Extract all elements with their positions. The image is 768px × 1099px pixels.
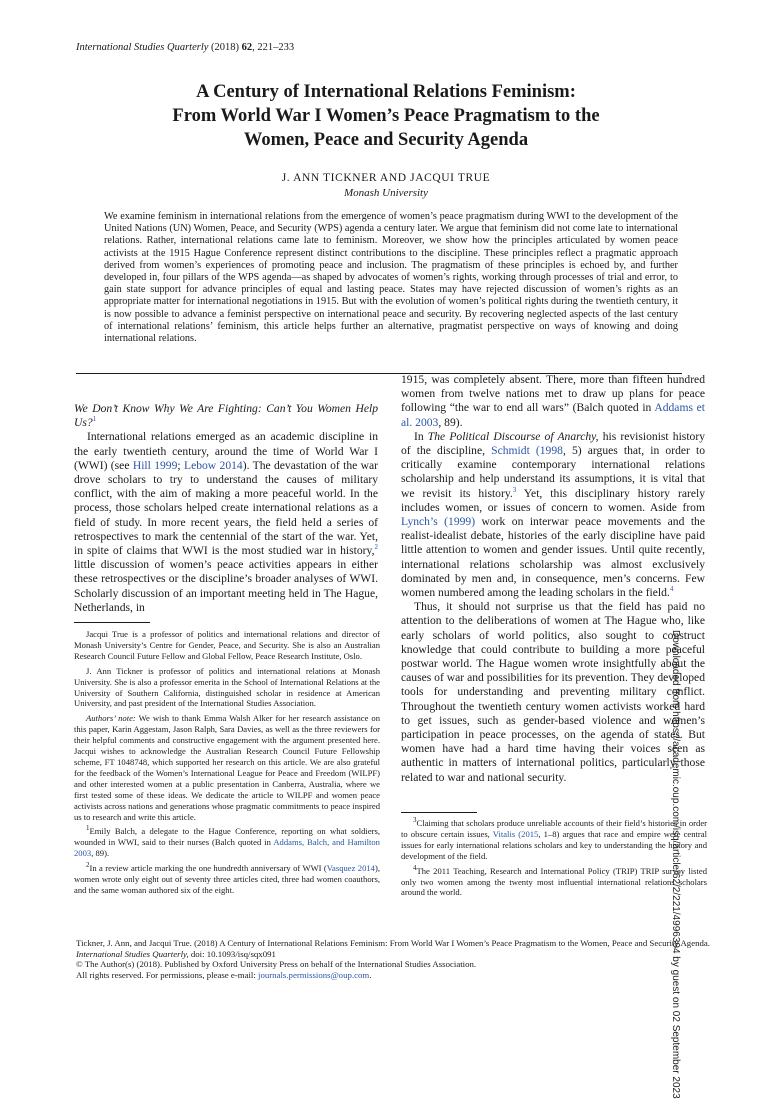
author-affiliation: Monash University	[343, 187, 428, 199]
article-title	[96, 80, 676, 152]
footnote-citation-link[interactable]: Vitalis (2015	[492, 828, 539, 839]
footnote-link-2[interactable]: 2	[374, 543, 378, 552]
paragraph: 1915, was completely absent. There, more than fifteen hundred women from twelve nations met to draw up plans for peace following “the war to end all wars” (Balch quoted in Addams et al. 2003, 89).	[401, 373, 705, 429]
title-line-2: From World War I Women’s Peace Pragmatism to the	[172, 106, 600, 126]
footnote-citation-link[interactable]: Vasquez 2014	[326, 863, 375, 874]
authors-note: Authors’ note: We wish to thank Emma Walsh Alker for her research assistance on this paper, Karin Aggestam, Jason Ralph, Sara Davies, as well as the three reviewers for their helpful comments and constructive engagement with the argument presented here. Jacqui wishes to acknowledge the Australian Research Council Future Fellowship scheme, FT 1048748, which supported her research on this article. We are also grateful for the feedback of the Women’s International League for Peace and Freedom (WILPF) and other interested women at a public presentation in Canberra, Australia, where we first tested some of these ideas. We dedicate the article to WILPF and women peace activists across nations and generations whose pragmatic commitments to peace inspired us to research and write this article.	[74, 713, 380, 822]
footnotes-left	[74, 629, 380, 900]
citation-link-schmidt[interactable]: Schmidt (1998	[491, 444, 563, 458]
footnote-2: $^2$In a review article marking the one hundredth anniversary of WWI (Vasquez 2014), women wrote only eight out of seventy three articles cited, three had women coauthors, and the same woman authored six of the eight.	[74, 861, 380, 895]
footnote-3: $^3$Claiming that scholars produce unreliable accounts of their field’s histories in order to obscure certain issues, Vitalis (2015, 1–8) argues that race and empire were central issues for early international relations scholars and key to understanding the history and development of the field.	[401, 816, 707, 861]
journal-pages: , 221–233	[252, 42, 295, 53]
article-abstract: We examine feminism in international relations from the emergence of women’s peace pragmatism during WWI to the development of the United Nations (UN) Women, Peace, and Security (WPS) agenda a century later. We argue that feminism did not come late to international relations. Rather, international relations came late to feminism. Moreover, we show how the principles articulated by women peace activists at the 1915 Hague Conference represent distinct contributions to the discipline. These principles reflect a pragmatic approach derived from women’s experiences of promoting peace and inclusion. The pragmatism of these principles is echoed by, and further developed in, four pillars of the WPS agenda—as shaped by advocates of women’s rights, working through processes of trial and error, to gain state support for advance principles of equal and lasting peace. States may have rejected discussion of women’s rights as an appropriate matter for international negotiations in 1915. But with the evolution of women’s political rights during the twentieth century, it is now possible to advance a feminist perspective on international peace and security. By recovering neglected aspects of the last century of international relations’ feminism, this article helps further an alternative, pragmatist perspective on ways of knowing and doing international relations.	[104, 211, 678, 345]
footnote-1: $^1$Emily Balch, a delegate to the Hague Conference, reporting on what soldiers, wounded in WWI, said to their nurses (Balch quoted in Addams, Balch, and Hamilton 2003, 89).	[74, 824, 380, 859]
download-watermark: Downloaded from https://academic.oup.com/isq/article/62/2/221/4996394 by guest on 02 September 2023	[670, 630, 681, 1099]
paragraph: Thus, it should not surprise us that the field has paid no attention to the deliberations of women at The Hague who, like early scholars of world politics, also sought to construct knowledge that could contribute to building a more peaceful postwar world. The Hague women wrote insightfully about the causes of war and possibilities for its prevention. They developed tools for understanding and preventing military conflict. Throughout the twentieth century women activists worked hard to get issues, such as gender-based violence and women’s participation in peace processes, on the agenda of states. But women have had a hard time having their voices seen as authentic in matters of international politics, particularly those related to war and national security.	[401, 600, 705, 784]
author-bio-tickner: J. Ann Tickner is professor of politics and international relations at Monash University. She is also a professor emerita in the School of International Relations at the University of Southern California, distinguished scholar in residence at American University, and past president of the International Studies Association.	[74, 665, 380, 709]
citation-link-hill[interactable]: Hill 1999	[132, 458, 178, 472]
citation-link-addams[interactable]: Addams et al. 2003	[401, 401, 705, 429]
footer-doi: International Studies Quarterly, doi: 10.1093/isq/sqx091	[76, 948, 276, 959]
footnote-4: $^4$The 2011 Teaching, Research and International Policy (TRIP) TRIP survey listed only two women among the twenty most influential international relations scholars around the world.	[401, 863, 707, 898]
citation-link-lebow[interactable]: Lebow 2014	[183, 458, 243, 472]
title-line-1: A Century of International Relations Feminism:	[196, 82, 576, 102]
footer-copyright: © The Author(s) (2018). Published by Oxford University Press on behalf of the International Studies Association.	[76, 959, 477, 970]
footnote-link-3[interactable]: 3	[512, 485, 517, 494]
section-heading: We Don’t Know Why We Are Fighting: Can’t You Women Help Us?$^1$	[74, 402, 378, 430]
footnote-link-1[interactable]: 1	[92, 415, 97, 424]
body-column-left	[74, 402, 378, 615]
footer-rights: All rights reserved. For permissions, please e-mail: journals.permissions@oup.com.	[76, 969, 372, 980]
journal-citation-header	[76, 42, 294, 53]
paragraph: In The Political Discourse of Anarchy, his revisionist history of the discipline, Schmidt (1998, 5) argues that, in order to critically examine contemporary international relations scholarship and help understand its assumptions, it is vital that we revisit its history.$^3$ Yet, this disciplinary history rarely includes women, or issues of concern to women. Aside from Lynch’s (1999) work on interwar peace movements and the realist-idealist debate, histories of the early discipline have paid little attention to women and gender issues. Until quite recently, international relations scholarship was almost exclusively dominated by men and, in consequence, men’s concerns. Few women numbered among the leading scholars in the field.$^4$	[401, 429, 706, 600]
journal-volume: 62	[241, 42, 253, 53]
body-column-right	[401, 373, 705, 785]
paragraph: International relations emerged as an academic discipline in the early twentieth century, around the time of World War I (WWI) (see Hill 1999; Lebow 2014). The devastation of the war drove scholars to try to understand the causes of military conflict, with the aim of making a more peaceful world. In the process, those scholars helped create international relations as a field of study. In more recent years, the field held a series of retrospectives to mark the centennial of the start of the war. Yet, in spite of claims that WWI is the most studied war in history,$^2$ little discussion of women’s peace activities appears in either these retrospectives or the discipline’s broader analyses of WWI. Scholarly discussion of an important meeting held in The Hague, Netherlands, in	[74, 430, 379, 614]
footnote-citation-link[interactable]: Addams, Balch, and Hamilton 2003	[74, 837, 380, 859]
permissions-email-link[interactable]: journals.permissions@oup.com	[258, 969, 370, 980]
journal-name: International Studies Quarterly	[76, 42, 209, 53]
title-line-3: Women, Peace and Security Agenda	[243, 130, 529, 150]
footer-citation: Tickner, J. Ann, and Jacqui True. (2018) A Century of International Relations Feminism: From World War I Women’s Peace Pragmatism to the Women, Peace and Security Agenda.	[76, 938, 711, 948]
journal-year: (2018)	[211, 42, 240, 53]
footnote-divider-right	[401, 812, 477, 813]
footnote-divider-left	[74, 622, 150, 623]
citation-link-lynch[interactable]: Lynch’s (1999)	[401, 515, 476, 529]
author-bio-true: Jacqui True is a professor of politics and international relations and director of Monash University’s Centre for Gender, Peace, and Security. She is also an Australian Research Council Future Fellow and Global Fellow, Peace Research Institute, Oslo.	[74, 629, 380, 661]
footnotes-right	[401, 818, 707, 902]
footnote-link-4[interactable]: 4	[669, 585, 674, 594]
article-authors: J. ANN TICKNER AND JACQUI TRUE	[281, 172, 491, 184]
page-footer	[76, 938, 716, 980]
